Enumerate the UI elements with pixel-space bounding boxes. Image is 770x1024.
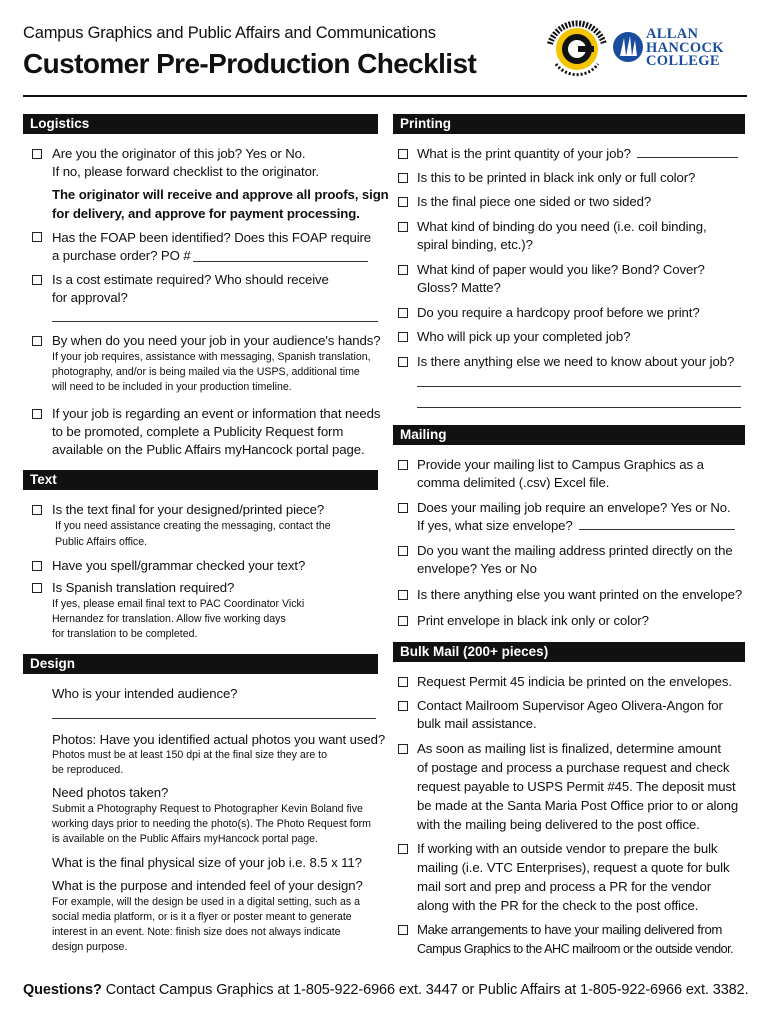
item-note: Hernandez for translation. Allow five working days: [52, 613, 286, 625]
checkbox[interactable]: [398, 460, 408, 470]
item-note: If your job requires, assistance with messaging, Spanish translation,: [52, 351, 371, 363]
checklist-item: If no, please forward checklist to the originator.: [52, 164, 319, 179]
checkbox[interactable]: [398, 308, 408, 318]
college-name-line: HANCOCK: [646, 39, 724, 56]
checklist-item: available on the Public Affairs myHancock portal page.: [52, 442, 365, 457]
checklist-item: Is there anything else you want printed on the envelope?: [417, 587, 743, 602]
checkbox[interactable]: [32, 505, 42, 515]
checkbox[interactable]: [398, 701, 408, 711]
checkbox[interactable]: [398, 925, 408, 935]
checklist-item: Is a cost estimate required? Who should receive: [52, 272, 329, 287]
checkbox[interactable]: [32, 409, 42, 419]
checklist-item: comma delimited (.csv) Excel file.: [417, 475, 610, 490]
checklist-item: Does your mailing job require an envelope? Yes or No.: [417, 500, 731, 515]
approval-line[interactable]: [52, 321, 378, 322]
checklist-item: to be promoted, complete a Publicity Request form: [52, 424, 344, 439]
checklist-item: Campus Graphics to the AHC mailroom or the outside vendor.: [417, 942, 734, 956]
checklist-item: Request Permit 45 indicia be printed on the envelopes.: [417, 674, 732, 689]
checklist-item: Who will pick up your completed job?: [417, 329, 631, 344]
checklist-item: be made at the Santa Maria Post Office prior to or along: [417, 798, 739, 813]
originator-note: The originator will receive and approve all proofs, sign: [52, 187, 389, 202]
campus-graphics-logo: [542, 14, 612, 84]
checkbox[interactable]: [398, 149, 408, 159]
checklist-item: along with the PR for the check to the post office.: [417, 898, 699, 913]
checklist-item: Contact Mailroom Supervisor Ageo Olivera-Angon for: [417, 698, 723, 713]
item-note: for translation to be completed.: [52, 628, 198, 640]
checklist-item: with the mailing being delivered to the post office.: [417, 817, 700, 832]
checkbox[interactable]: [398, 744, 408, 754]
item-note: For example, will the design be used in a digital setting, such as a: [52, 896, 360, 908]
item-note: photography, and/or is being mailed via the USPS, additional time: [52, 366, 360, 378]
checklist-item: Are you the originator of this job? Yes or No.: [52, 146, 306, 161]
checklist-item: If working with an outside vendor to prepare the bulk: [417, 841, 718, 856]
checkbox[interactable]: [32, 583, 42, 593]
checklist-item: Is there anything else we need to know about your job?: [417, 354, 735, 369]
checkbox[interactable]: [398, 844, 408, 854]
item-note: will need to be included in your production timeline.: [52, 381, 292, 393]
item-note: Photos must be at least 150 dpi at the final size they are to: [52, 749, 328, 761]
checkbox[interactable]: [32, 275, 42, 285]
footer-contact: Contact Campus Graphics at 1-805-922-6966 ext. 3447 or Public Affairs at 1-805-922-6966 ext. 3382.: [101, 982, 749, 998]
checkbox[interactable]: [398, 357, 408, 367]
college-name-line: ALLAN: [646, 26, 699, 42]
design-question: What is the final physical size of your job i.e. 8.5 x 11?: [52, 855, 362, 870]
checklist-item: What kind of binding do you need (i.e. coil binding,: [417, 219, 707, 234]
checklist-item: Make arrangements to have your mailing delivered from: [417, 922, 722, 937]
checkbox[interactable]: [398, 197, 408, 207]
print-quantity-line[interactable]: [637, 157, 738, 158]
item-note: interest in an event. Note: finish size does not always indicate: [52, 926, 341, 938]
section-heading-text: Text: [23, 470, 378, 490]
section-heading-mailing: Mailing: [393, 425, 745, 445]
checklist-item: Have you spell/grammar checked your text?: [52, 558, 306, 573]
checkbox[interactable]: [398, 332, 408, 342]
checklist-item: Is the final piece one sided or two sided?: [417, 194, 652, 209]
checklist-item: Is this to be printed in black ink only or full color?: [417, 170, 696, 185]
item-note: design purpose.: [52, 941, 128, 953]
answer-line[interactable]: [417, 407, 741, 408]
checkbox[interactable]: [398, 222, 408, 232]
allan-hancock-college-logo: [612, 28, 742, 74]
item-note: working days prior to needing the photo(s). The Photo Request form: [52, 818, 371, 830]
page-title: Customer Pre-Production Checklist: [23, 48, 477, 79]
audience-line[interactable]: [52, 718, 376, 719]
checklist-item: What kind of paper would you like? Bond? Cover?: [417, 262, 705, 277]
checkbox[interactable]: [32, 561, 42, 571]
checklist-item: envelope? Yes or No: [417, 561, 537, 576]
section-heading-logistics: Logistics: [23, 114, 378, 134]
checkbox[interactable]: [398, 265, 408, 275]
item-note: If yes, please email final text to PAC Coordinator Vicki: [52, 598, 305, 610]
checklist-item: Print envelope in black ink only or color?: [417, 613, 649, 628]
design-question: Photos: Have you identified actual photos you want used?: [52, 732, 386, 747]
footer-label: Questions?: [23, 982, 102, 998]
section-heading-bulk-mail: Bulk Mail (200+ pieces): [393, 642, 745, 662]
checkbox[interactable]: [398, 616, 408, 626]
checkbox[interactable]: [398, 173, 408, 183]
checkbox[interactable]: [398, 590, 408, 600]
checkbox[interactable]: [32, 336, 42, 346]
checklist-item: for approval?: [52, 290, 128, 305]
checklist-item: mailing (i.e. VTC Enterprises), request a quote for bulk: [417, 860, 730, 875]
checklist-item: Gloss? Matte?: [417, 280, 501, 295]
page-subtitle: Campus Graphics and Public Affairs and Communications: [23, 24, 436, 42]
section-heading-printing: Printing: [393, 114, 745, 134]
design-question: Need photos taken?: [52, 785, 169, 800]
college-emblem-icon: [612, 30, 644, 64]
item-note: Submit a Photography Request to Photographer Kevin Boland five: [52, 803, 363, 815]
checklist-item: bulk mail assistance.: [417, 716, 537, 731]
questions-footer: [23, 982, 749, 998]
checklist-item: Do you want the mailing address printed directly on the: [417, 543, 733, 558]
originator-note: for delivery, and approve for payment processing.: [52, 206, 360, 221]
design-question: Who is your intended audience?: [52, 686, 238, 701]
item-note: social media platform, or is it a flyer or poster meant to generate: [52, 911, 352, 923]
item-note: be reproduced.: [52, 764, 124, 776]
checklist-item: If your job is regarding an event or information that needs: [52, 406, 381, 421]
checklist-item: request payable to USPS Permit #45. The deposit must: [417, 779, 736, 794]
checkbox[interactable]: [398, 503, 408, 513]
checklist-item: spiral binding, etc.)?: [417, 237, 533, 252]
po-number-line[interactable]: [193, 261, 368, 262]
checklist-item: Provide your mailing list to Campus Graphics as a: [417, 457, 704, 472]
checklist-item: a purchase order? PO #: [52, 248, 191, 263]
item-note: If you need assistance creating the messaging, contact the: [55, 520, 331, 532]
checklist-item: Do you require a hardcopy proof before we print?: [417, 305, 700, 320]
checklist-item: What is the print quantity of your job?: [417, 146, 631, 161]
section-heading-design: Design: [23, 654, 378, 674]
checklist-item: of postage and process a purchase request and check: [417, 760, 730, 775]
checkbox[interactable]: [398, 677, 408, 687]
checklist-item: Has the FOAP been identified? Does this FOAP require: [52, 230, 372, 245]
college-name-line: COLLEGE: [646, 53, 720, 69]
header-rule: [23, 95, 747, 97]
envelope-size-line[interactable]: [579, 529, 735, 530]
checkbox[interactable]: [32, 149, 42, 159]
checklist-item: By when do you need your job in your audience's hands?: [52, 333, 381, 348]
checklist-item: mail sort and prep and process a PR for the vendor: [417, 879, 712, 894]
answer-line[interactable]: [417, 386, 741, 387]
checkbox[interactable]: [398, 546, 408, 556]
checklist-item: As soon as mailing list is finalized, determine amount: [417, 741, 721, 756]
checkbox[interactable]: [32, 232, 42, 242]
checklist-item: If yes, what size envelope?: [417, 518, 573, 533]
checklist-item: Is Spanish translation required?: [52, 580, 235, 595]
checklist-item: Is the text final for your designed/printed piece?: [52, 502, 325, 517]
item-note: is available on the Public Affairs myHancock portal page.: [52, 833, 318, 845]
design-question: What is the purpose and intended feel of your design?: [52, 878, 363, 893]
item-note: Public Affairs office.: [55, 536, 148, 548]
